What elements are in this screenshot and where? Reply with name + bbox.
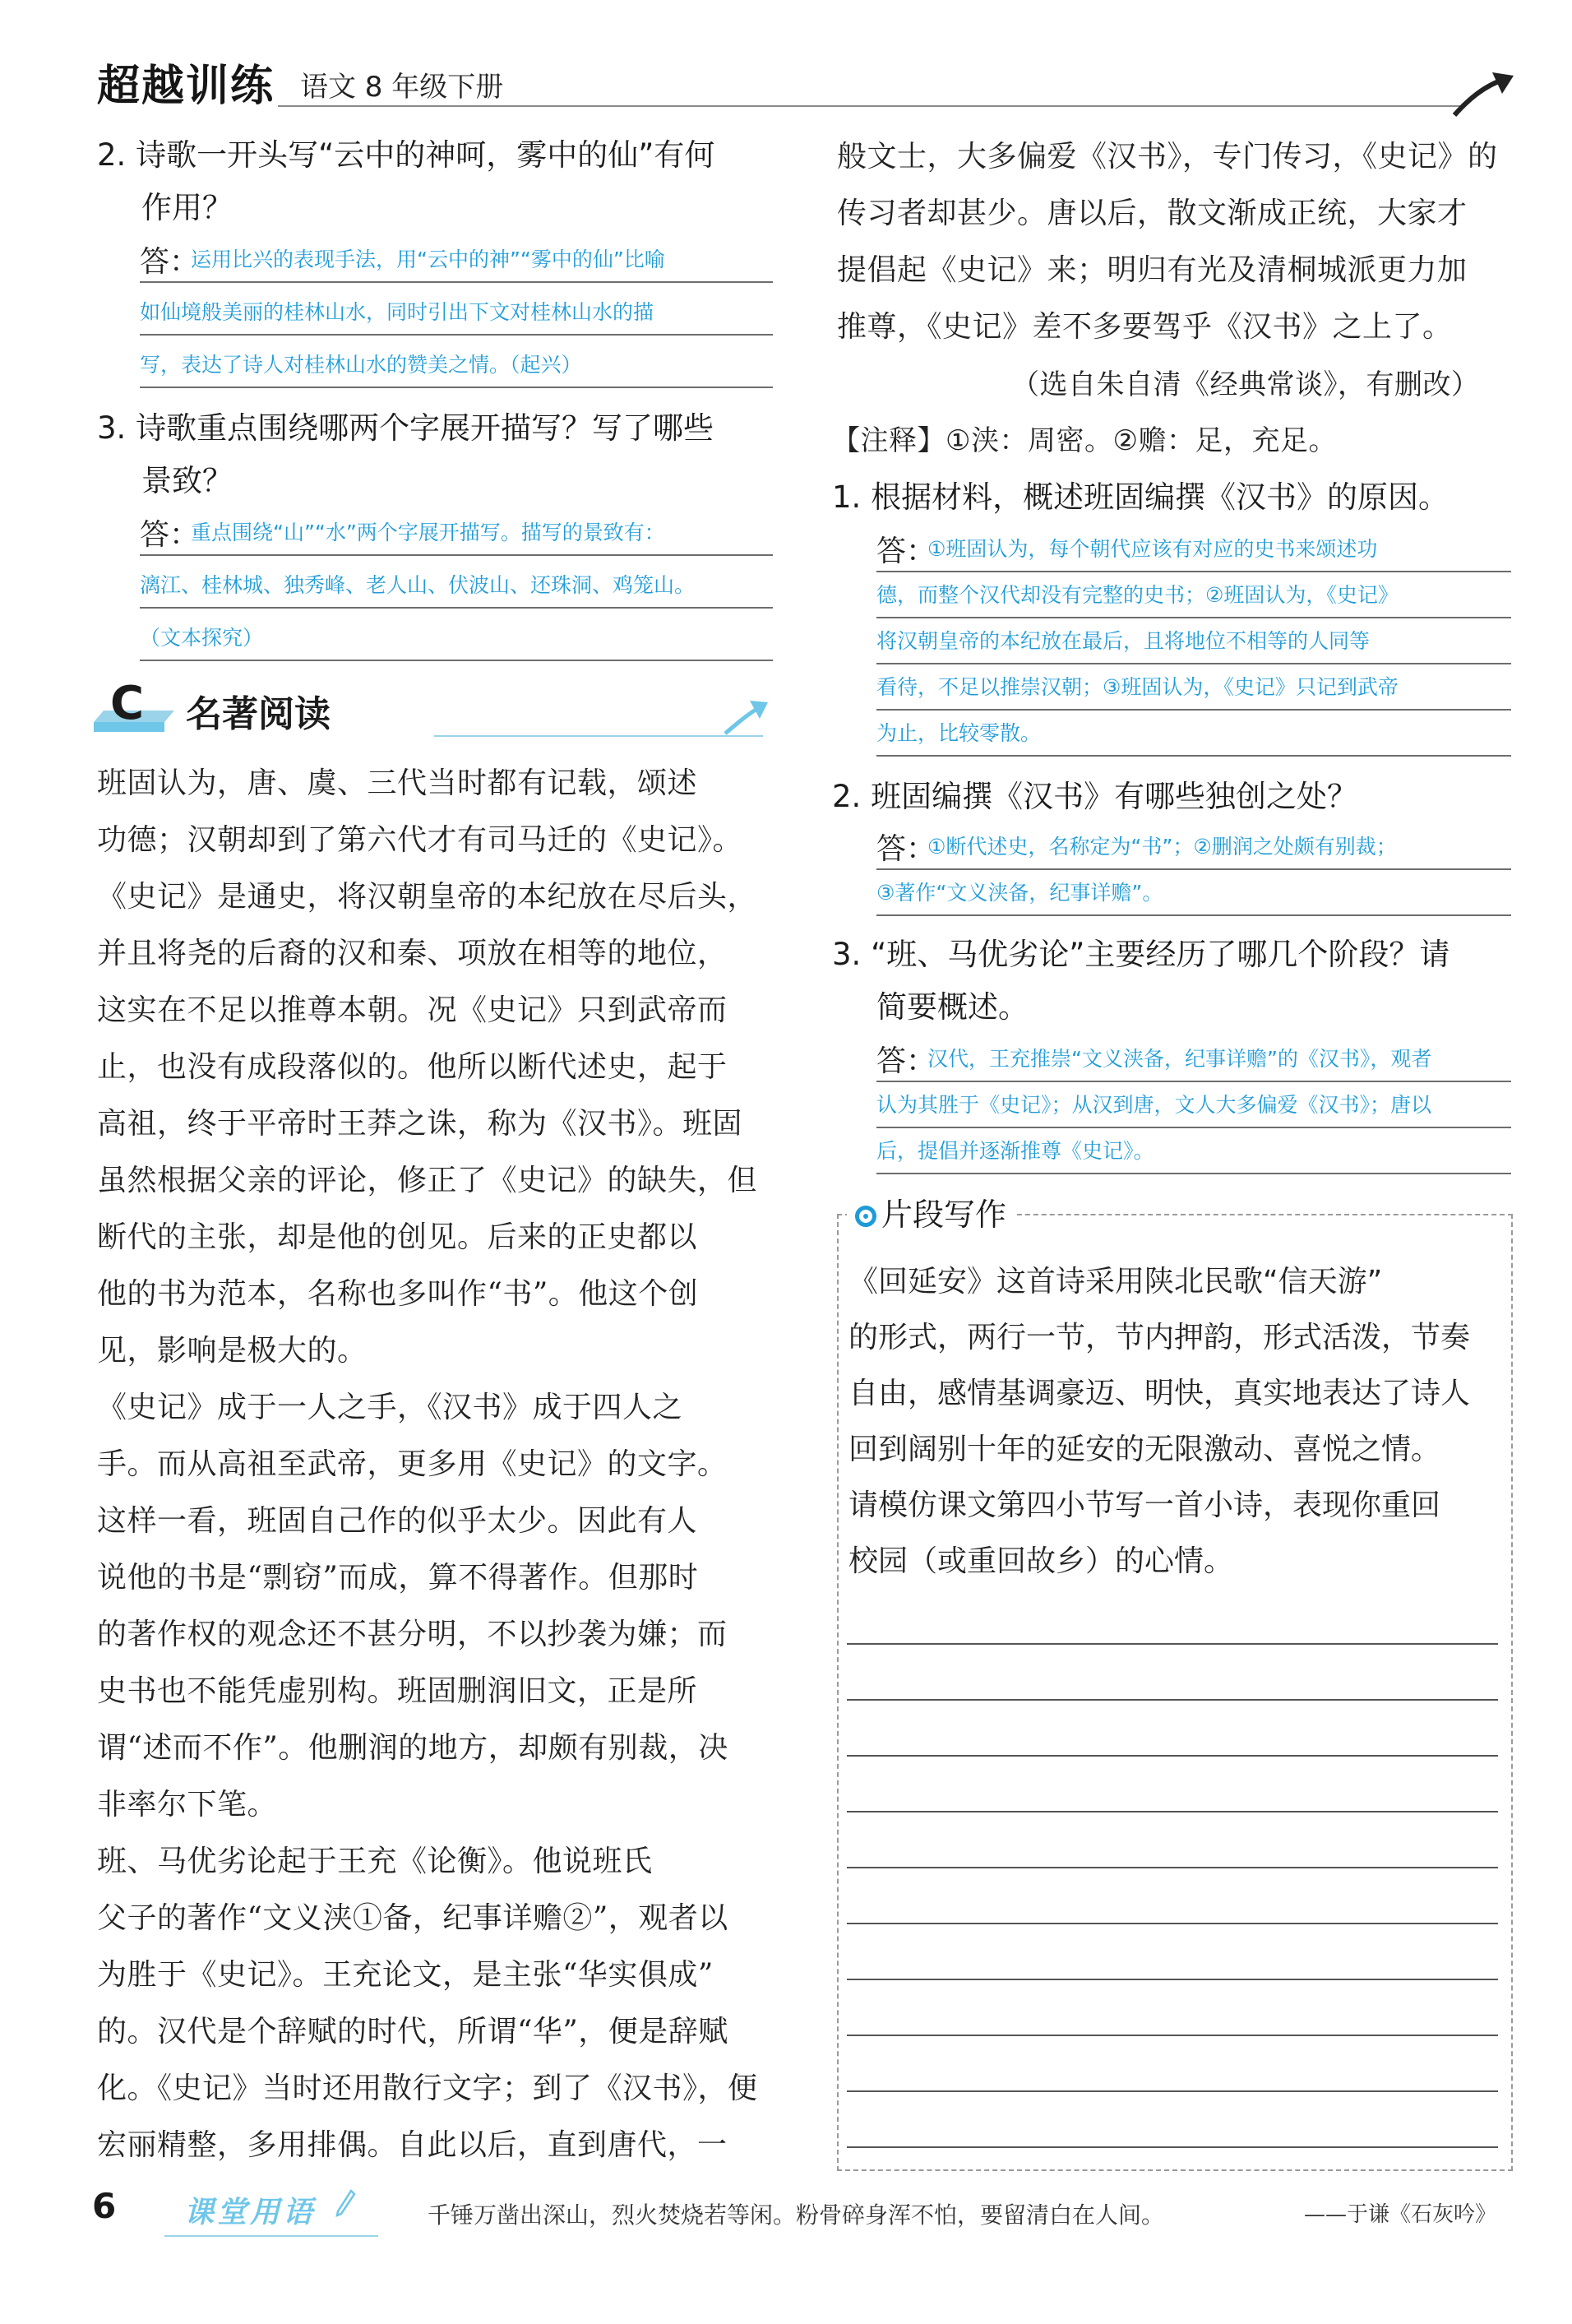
passage-line: 他的书为范本，名称也多叫作“书”。他这个创 [97, 1277, 699, 1311]
right-q3-answer-line-3: 后，提倡并逐渐推尊《史记》。 [876, 1139, 1154, 1163]
right-q2-answer-line-1: ①断代述史，名称定为“书”；②删润之处颇有别裁； [927, 835, 1397, 859]
right-q2-answer-line-2: ③著作“文义浃备，纪事详赡”。 [876, 881, 1163, 905]
right-q1-line-1: 1. 根据材料，概述班固编撰《汉书》的原因。 [832, 479, 1449, 515]
right-q1-answer-row-3 [876, 617, 1511, 664]
left-q2-answer-line-1: 运用比兴的表现手法，用“云中的神”“雾中的仙”比喻 [191, 248, 665, 271]
right-q1-answer-row-1 [876, 525, 1511, 572]
writing-box [837, 1214, 1513, 2171]
right-q1-answer-row-4 [876, 663, 1511, 711]
passage-line: 的著作权的观念还不甚分明，不以抄袭为嫌；而 [97, 1618, 728, 1651]
passage-line: 功德；汉朝却到了第六代才有司马迁的《史记》。 [97, 823, 743, 857]
writing-line[interactable] [847, 1811, 1498, 1812]
header-arrow-icon [1451, 67, 1517, 118]
writing-prompt-line: 回到阔别十年的延安的无限激动、喜悦之情。 [848, 1433, 1441, 1466]
passage-line: 见，影响是极大的。 [97, 1334, 368, 1368]
right-q3-answer-row-1 [876, 1035, 1511, 1082]
passage-line: 这样一看，班固自己作的似乎太少。因此有人 [97, 1504, 698, 1538]
passage-line: 传习者却甚少。唐以后，散文渐成正统，大家才 [837, 197, 1468, 230]
right-q1-answer-line-3: 将汉朝皇帝的本纪放在最后，且将地位不相等的人同等 [876, 629, 1371, 653]
right-q1-answer-line-1: ①班固认为，每个朝代应该有对应的史书来颂述功 [927, 537, 1378, 561]
passage-note: 【注释】①浃：周密。②赡：足，充足。 [832, 424, 1337, 457]
left-q2-line-1: 2. 诗歌一开头写“云中的神呵，雾中的仙”有何 [97, 137, 715, 173]
passage-line: 父子的著作“文义浃①备，纪事详赡②”，观者以 [97, 1901, 728, 1935]
passage-source: （选自朱自清《经典常谈》，有删改） [1011, 368, 1480, 401]
passage-line: 为胜于《史记》。王充论文，是主张“华实俱成” [97, 1958, 714, 1992]
section-c-rule [434, 735, 763, 737]
passage-line: 班固认为，唐、虞、三代当时都有记载，颂述 [97, 766, 698, 800]
writing-line[interactable] [847, 1867, 1498, 1868]
right-q3-answer-row-3 [876, 1127, 1511, 1174]
writing-line[interactable] [847, 2090, 1498, 2092]
left-q3-answer-row-3 [140, 613, 773, 661]
right-q1-answer-row-5 [876, 709, 1511, 757]
left-q2-answer-line-2: 如仙境般美丽的桂林山水，同时引出下文对桂林山水的描 [140, 300, 654, 324]
passage-line: 提倡起《史记》来；明归有光及清桐城派更力加 [837, 253, 1468, 287]
passage-line: 并且将尧的后裔的汉和秦、项放在相等的地位， [97, 937, 728, 970]
footer-source: ——于谦《石灰吟》 [1304, 2202, 1497, 2227]
writing-line[interactable] [847, 1755, 1498, 1757]
passage-line: 史书也不能凭虚别构。班固删润旧文，正是所 [97, 1674, 698, 1708]
right-q3-answer-row-2 [876, 1081, 1511, 1128]
book-subject: 语文 8 年级下册 [300, 71, 504, 104]
right-q1-answer-line-4: 看待，不足以推崇汉朝；③班固认为，《史记》只记到武帝 [876, 675, 1399, 699]
footer-rule [164, 2235, 378, 2237]
passage-line: 谓“述而不作”。他删润的地方，却颇有别裁，决 [97, 1731, 728, 1765]
left-q2-answer-row-1 [140, 235, 773, 283]
writing-line[interactable] [847, 1923, 1498, 1924]
passage-line: 虽然根据父亲的评论，修正了《史记》的缺失，但 [97, 1164, 758, 1197]
book-title: 超越训练 [97, 62, 275, 111]
passage-line: 的。汉代是个辞赋的时代，所谓“华”，便是辞赋 [97, 2015, 728, 2049]
right-q1-answer-row-2 [876, 571, 1511, 618]
passage-line: 般文士，大多偏爱《汉书》，专门传习，《史记》的 [837, 140, 1498, 174]
passage-line: 说他的书是“剽窃”而成，算不得著作。但那时 [97, 1561, 699, 1595]
writing-prompt-line: 的形式，两行一节，节内押韵，形式活泼，节奏 [848, 1321, 1471, 1354]
section-c-arrow-icon [722, 696, 771, 737]
page-header [0, 0, 1572, 115]
header-rule [278, 105, 1462, 107]
writing-line[interactable] [847, 1979, 1498, 1980]
left-q3-answer-line-3: （文本探究） [140, 626, 264, 650]
right-q2-answer-row-2 [876, 868, 1511, 916]
pen-icon [333, 2187, 358, 2220]
passage-line: 非率尔下笔。 [97, 1788, 278, 1822]
passage-line: 手。而从高祖至武帝，更多用《史记》的文字。 [97, 1447, 728, 1481]
right-q3-line-1: 3. “班、马优劣论”主要经历了哪几个阶段？请 [832, 937, 1450, 972]
right-q2-answer-lead: 答： [876, 832, 936, 866]
section-c-badge [89, 674, 176, 737]
right-q1-answer-line-2: 德，而整个汉代却没有完整的史书；②班固认为，《史记》 [876, 583, 1399, 607]
right-q2-answer-row-1 [876, 822, 1511, 870]
passage-line: 断代的主张，却是他的创见。后来的正史都以 [97, 1220, 698, 1254]
footer-label: 课堂用语 [184, 2196, 317, 2229]
passage-line: 《史记》是通史，将汉朝皇帝的本纪放在尽后头， [97, 880, 758, 914]
writing-line[interactable] [847, 2035, 1498, 2036]
left-q3-answer-lead: 答： [140, 518, 200, 552]
right-q3-answer-line-1: 汉代，王充推崇“文义浃备，纪事详赡”的《汉书》，观者 [927, 1047, 1432, 1071]
section-c-title: 名著阅读 [186, 693, 331, 735]
writing-prompt-line: 自由，感情基调豪迈、明快，真实地表达了诗人 [848, 1377, 1471, 1410]
left-q3-answer-line-2: 漓江、桂林城、独秀峰、老人山、伏波山、还珠洞、鸡笼山。 [140, 573, 696, 597]
passage-line: 班、马优劣论起于王充《论衡》。他说班氏 [97, 1845, 653, 1878]
passage-line: 宏丽精整，多用排偶。自此以后，直到唐代，一 [97, 2128, 728, 2162]
right-q3-line-2: 简要概述。 [876, 989, 1029, 1025]
left-q2-line-2: 作用？ [141, 190, 233, 225]
left-q3-answer-line-1: 重点围绕“山”“水”两个字展开描写。描写的景致有： [191, 521, 665, 544]
passage-line: 高祖，终于平帝时王莽之诛，称为《汉书》。班固 [97, 1107, 743, 1141]
target-icon [855, 1206, 876, 1227]
left-q2-answer-row-3 [140, 340, 773, 388]
section-c-header [89, 671, 779, 745]
right-q2-line-1: 2. 班固编撰《汉书》有哪些独创之处？ [832, 779, 1358, 814]
right-q3-answer-lead: 答： [876, 1044, 936, 1078]
right-q3-answer-line-2: 认为其胜于《史记》；从汉到唐，文人大多偏爱《汉书》；唐以 [876, 1093, 1432, 1117]
passage-line: 这实在不足以推尊本朝。况《史记》只到武帝而 [97, 993, 728, 1027]
left-q3-line-2: 景致？ [141, 463, 233, 498]
section-c-letter: C [110, 677, 145, 730]
left-q2-answer-line-3: 写，表达了诗人对桂林山水的赞美之情。（起兴） [140, 353, 582, 377]
left-q3-answer-row-1 [140, 508, 773, 556]
writing-line[interactable] [847, 1699, 1498, 1701]
right-q1-answer-line-5: 为止，比较零散。 [876, 721, 1042, 745]
writing-line[interactable] [847, 1643, 1498, 1645]
writing-title-text: 片段写作 [881, 1197, 1007, 1233]
writing-title [847, 1189, 1015, 1234]
left-q3-line-1: 3. 诗歌重点围绕哪两个字展开描写？写了哪些 [97, 410, 714, 446]
page-number: 6 [92, 2186, 117, 2226]
passage-line: 化。《史记》当时还用散行文字；到了《汉书》，便 [97, 2072, 758, 2105]
writing-prompt-line: 《回延安》这首诗采用陕北民歌“信天游” [848, 1265, 1383, 1299]
right-q1-answer-lead: 答： [876, 535, 936, 568]
footer-quote: 千锤万凿出深山，烈火焚烧若等闲。粉骨碎身浑不怕，要留清白在人间。 [428, 2201, 1165, 2229]
passage-line: 止，也没有成段落似的。他所以断代述史，起于 [97, 1050, 728, 1084]
passage-line: 推尊，《史记》差不多要驾乎《汉书》之上了。 [837, 310, 1453, 344]
writing-prompt-line: 请模仿课文第四小节写一首小诗，表现你重回 [848, 1488, 1441, 1522]
left-q2-answer-row-2 [140, 288, 773, 336]
passage-line: 《史记》成于一人之手，《汉书》成于四人之 [97, 1391, 683, 1424]
left-q3-answer-row-2 [140, 561, 773, 609]
left-q2-answer-lead: 答： [140, 245, 200, 279]
writing-prompt-line: 校园（或重回故乡）的心情。 [848, 1544, 1234, 1578]
writing-line[interactable] [847, 2146, 1498, 2148]
